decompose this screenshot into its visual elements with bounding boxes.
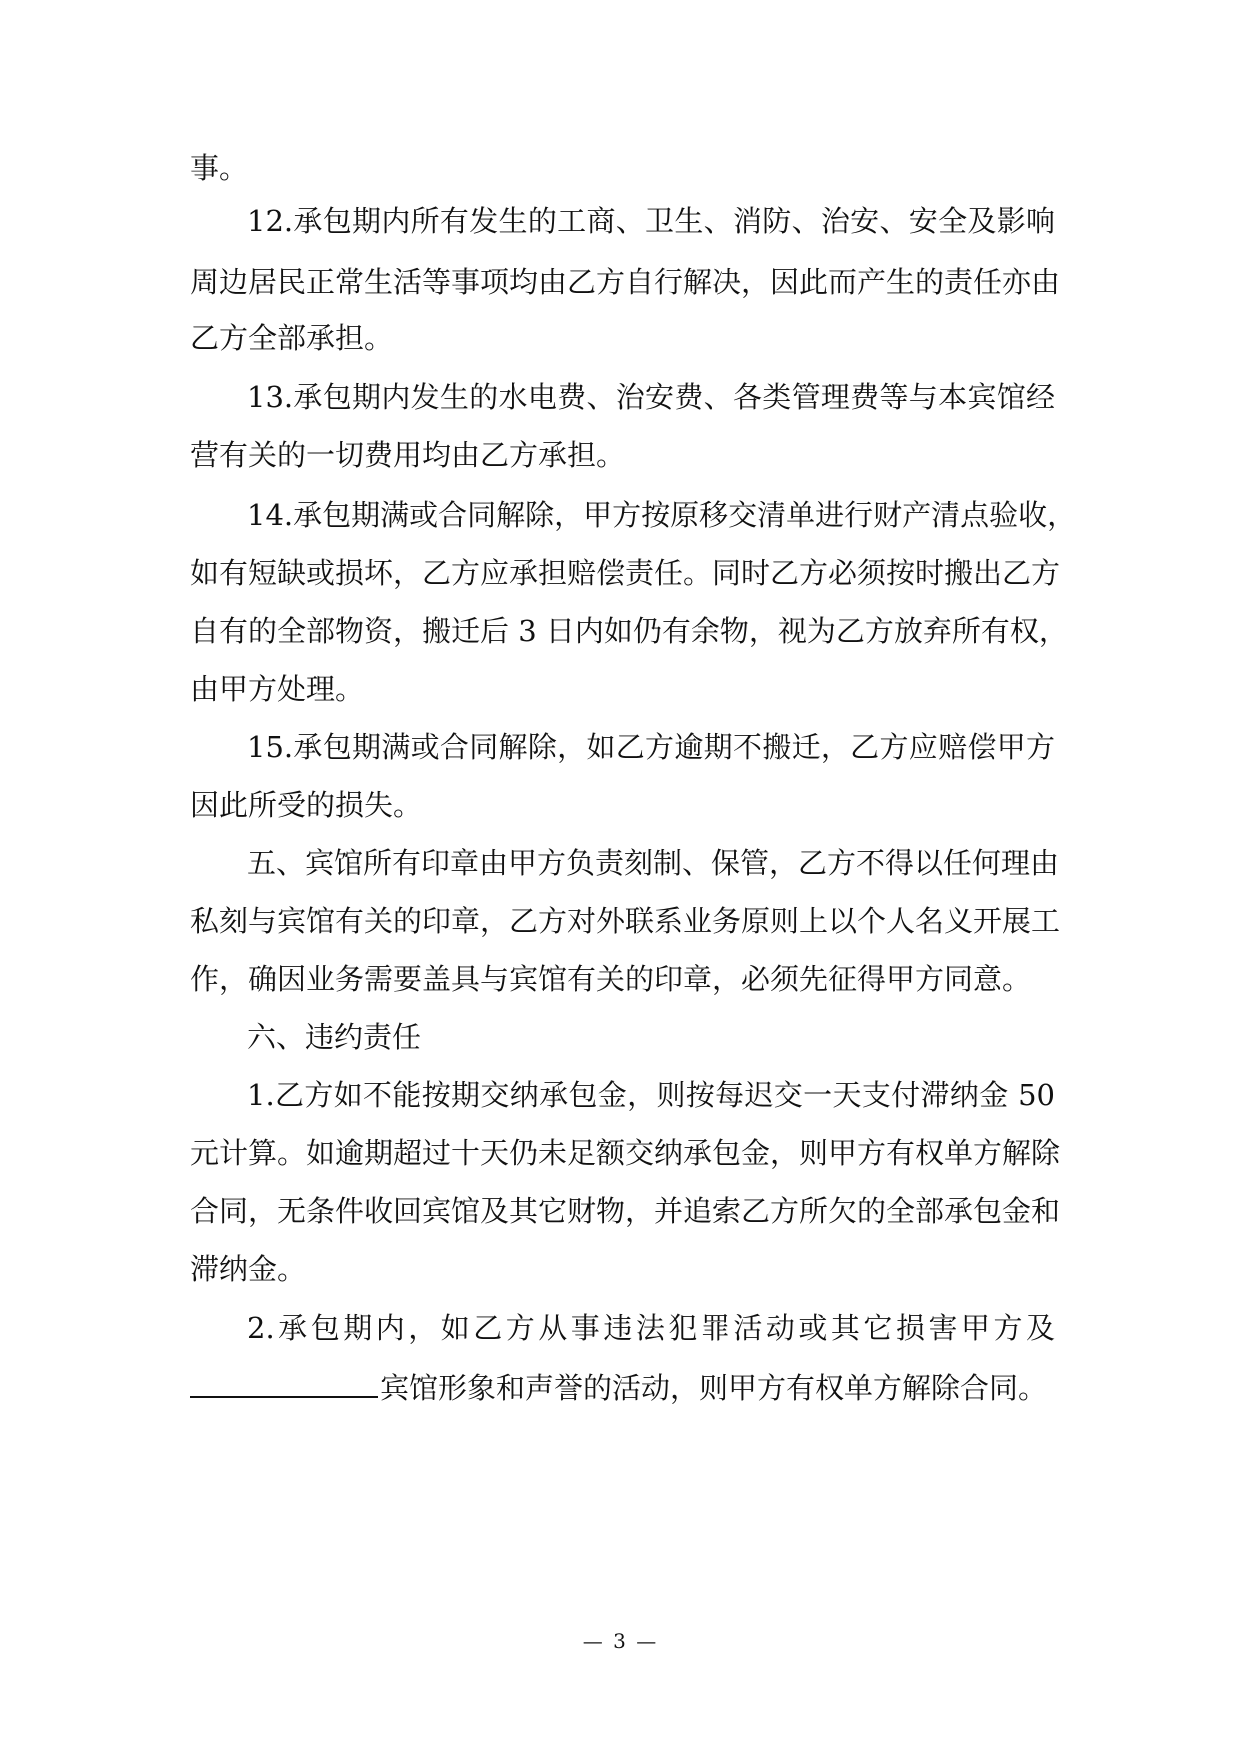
text-line: 14.承包期满或合同解除，甲方按原移交清单进行财产清点验收，: [247, 498, 1077, 532]
section-heading: 六、违约责任: [247, 1020, 422, 1054]
text-line: 2.承包期内，如乙方从事违法犯罪活动或其它损害甲方及: [247, 1311, 1055, 1345]
text-segment: 宾馆形象和声誉的活动，则甲方有权单方解除合同。: [380, 1371, 1048, 1405]
page-number: — 3 —: [582, 1629, 659, 1653]
text-line: 私刻与宾馆有关的印章，乙方对外联系业务原则上以个人名义开展工: [190, 904, 1061, 938]
text-line: 12.承包期内所有发生的工商、卫生、消防、治安、安全及影响: [247, 204, 1055, 238]
text-line: 自有的全部物资，搬迁后 3 日内如仍有余物，视为乙方放弃所有权，: [190, 614, 1068, 648]
text-line: 事。: [190, 151, 249, 185]
text-line: 周边居民正常生活等事项均由乙方自行解决，因此而产生的责任亦由: [190, 265, 1061, 299]
text-line: 15.承包期满或合同解除，如乙方逾期不搬迁，乙方应赔偿甲方: [247, 730, 1055, 764]
text-line: 元计算。如逾期超过十天仍未足额交纳承包金，则甲方有权单方解除: [190, 1136, 1061, 1170]
fill-in-blank: [190, 1367, 378, 1398]
text-line: 营有关的一切费用均由乙方承担。: [190, 438, 626, 472]
text-line: 五、宾馆所有印章由甲方负责刻制、保管，乙方不得以任何理由: [247, 846, 1060, 880]
text-line: 1.乙方如不能按期交纳承包金，则按每迟交一天支付滞纳金 50: [247, 1078, 1055, 1112]
text-line: 13.承包期内发生的水电费、治安费、各类管理费等与本宾馆经: [247, 380, 1055, 414]
text-line: 如有短缺或损坏，乙方应承担赔偿责任。同时乙方必须按时搬出乙方: [190, 556, 1061, 590]
text-line: 滞纳金。: [190, 1252, 307, 1286]
text-line: 由甲方处理。: [190, 672, 365, 706]
text-line: 合同，无条件收回宾馆及其它财物，并追索乙方所欠的全部承包金和: [190, 1194, 1061, 1228]
text-line: 乙方全部承担。: [190, 321, 394, 355]
text-line-with-blank: [190, 1367, 1047, 1408]
text-line: 因此所受的损失。: [190, 788, 423, 822]
text-line: 作，确因业务需要盖具与宾馆有关的印章，必须先征得甲方同意。: [190, 962, 1032, 996]
